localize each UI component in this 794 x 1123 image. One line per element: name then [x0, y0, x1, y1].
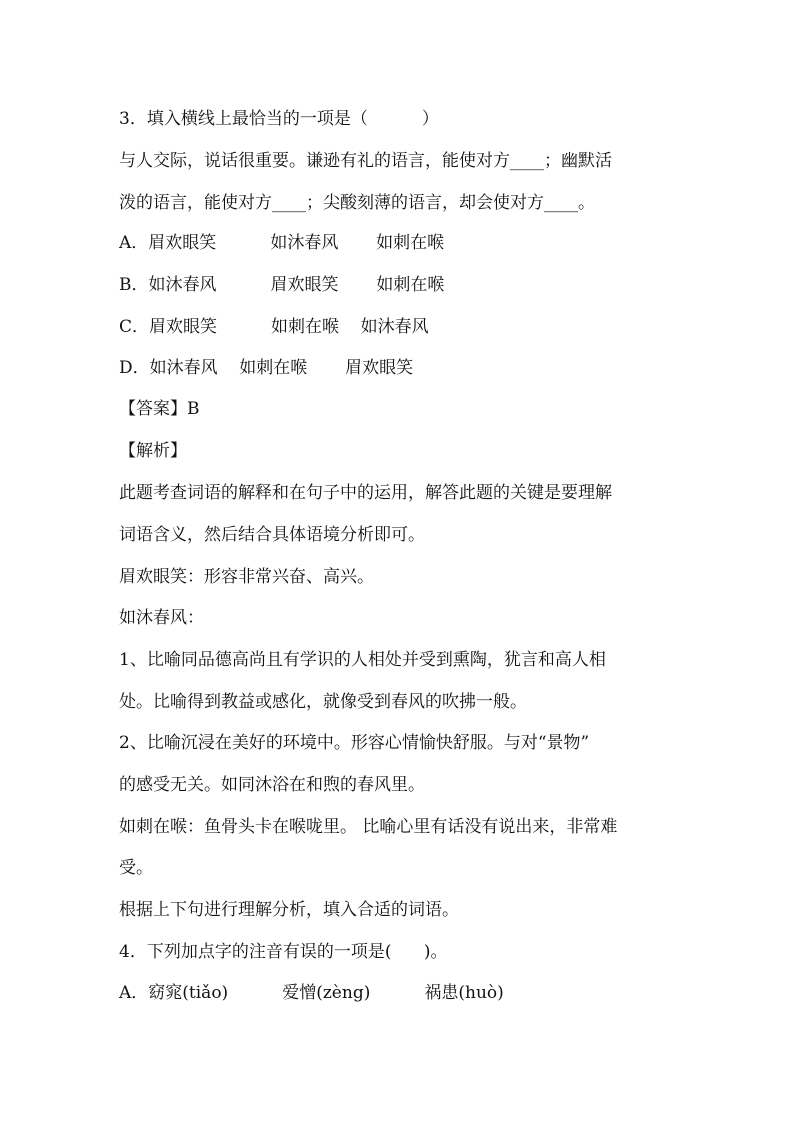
option-d: D．如沐春风 如刺在喉 眉欢眼笑 [119, 358, 414, 378]
passage-line-2: 泼的语言，能使对方____；尖酸刻薄的语言，却会使对方____。 [119, 193, 595, 213]
analysis-line-1: 此题考查词语的解释和在句子中的运用，解答此题的关键是要理解 [119, 483, 612, 503]
analysis-line-3: 眉欢眼笑：形容非常兴奋、高兴。 [119, 567, 374, 587]
passage-line-1: 与人交际，说话很重要。谦逊有礼的语言，能使对方____；幽默活 [119, 151, 612, 171]
question-3-stem: 3．填入横线上最恰当的一项是（ ） [119, 109, 439, 129]
analysis-line-8: 的感受无关。如同沐浴在和煦的春风里。 [119, 775, 425, 795]
analysis-line-9: 如刺在喉：鱼骨头卡在喉咙里。 比喻心里有话没有说出来，非常难 [119, 817, 618, 837]
question-4-option-a: A．窈窕(tiǎo) 爱憎(zèng) 祸患(huò) [119, 983, 504, 1003]
analysis-line-10: 受。 [119, 858, 153, 878]
analysis-line-2: 词语含义，然后结合具体语境分析即可。 [119, 525, 425, 545]
analysis-line-7: 2、比喻沉浸在美好的环境中。形容心情愉快舒服。与对“景物” [119, 733, 590, 753]
question-4-stem: 4．下列加点字的注音有误的一项是( )。 [119, 942, 448, 962]
analysis-line-11: 根据上下句进行理解分析，填入合适的词语。 [119, 900, 459, 920]
option-c: C．眉欢眼笑 如刺在喉 如沐春风 [119, 317, 429, 337]
answer-line: 【答案】B [119, 399, 200, 419]
analysis-line-6: 处。比喻得到教益或感化，就像受到春风的吹拂一般。 [119, 692, 527, 712]
option-a: A．眉欢眼笑 如沐春风 如刺在喉 [119, 233, 445, 253]
option-b: B．如沐春风 眉欢眼笑 如刺在喉 [119, 275, 445, 295]
analysis-line-5: 1、比喻同品德高尚且有学识的人相处并受到熏陶，犹言和高人相 [119, 650, 606, 670]
analysis-line-4: 如沐春风： [119, 608, 204, 628]
analysis-heading: 【解析】 [119, 441, 187, 461]
